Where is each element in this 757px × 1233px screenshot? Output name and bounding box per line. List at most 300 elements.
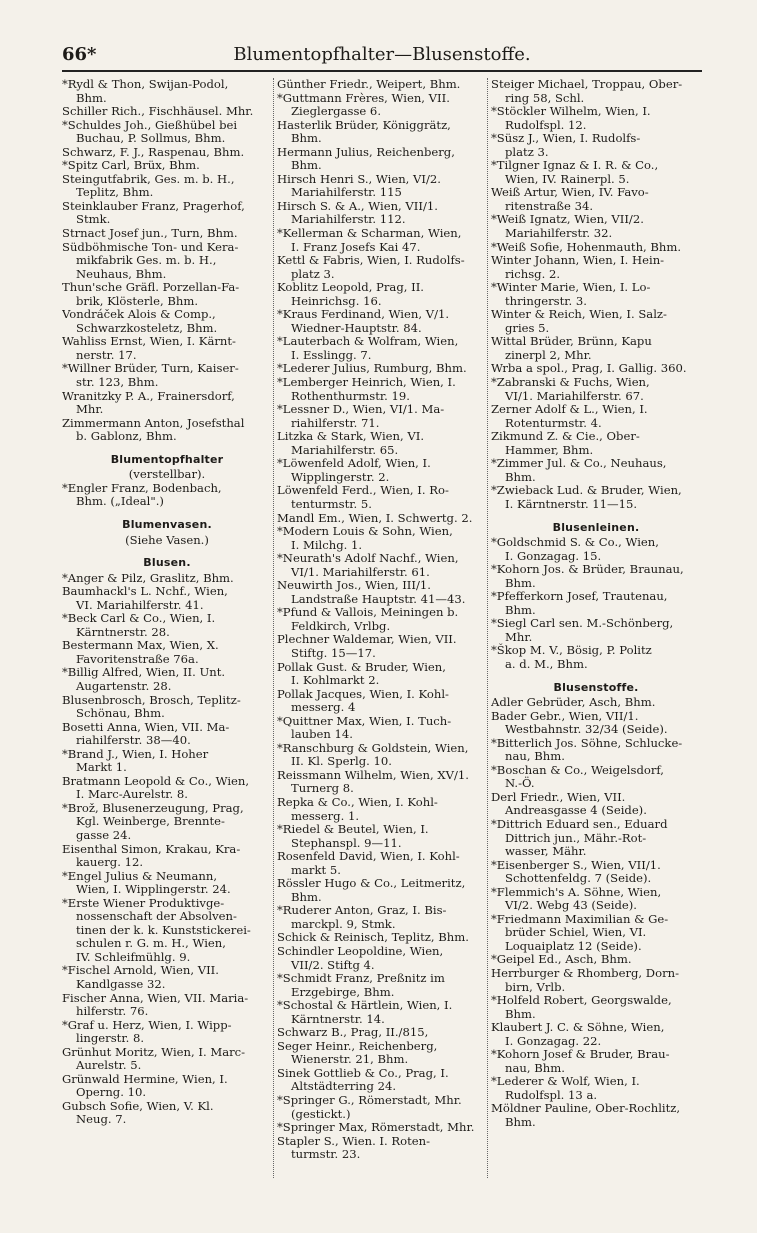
entry-line: Aurelstr. 5.: [76, 1058, 142, 1073]
entry-line: riahilferstr. 38—40.: [76, 733, 191, 748]
entry-name: *Brož, Blusenerzeugung, Prag,: [62, 800, 244, 815]
entry-name: *Beck Carl & Co., Wien, I.: [62, 611, 216, 626]
entry-line: IV. Schleifmühlg. 9.: [76, 949, 191, 964]
entry-name: Wittal Brüder, Brünn, Kapu: [491, 334, 652, 349]
entry-name: Baumhackl's L. Nchf., Wien,: [62, 584, 228, 599]
entry-name: *Schuldes Joh., Gießhübel bei: [62, 117, 238, 132]
entry-name: Herrburger & Rhomberg, Dorn-: [491, 966, 679, 980]
directory-entry: [277, 484, 483, 511]
entry-line: Rudolfspl. 12.: [505, 117, 587, 132]
directory-entry: [277, 281, 483, 308]
entry-name: *Flemmich's A. Söhne, Wien,: [491, 884, 662, 899]
entry-line: Kgl. Weinberge, Brennte-: [76, 814, 225, 829]
column-divider: [487, 78, 488, 1178]
directory-entry: [491, 696, 701, 710]
directory-entry: [277, 525, 483, 552]
entry-name: *Siegl Carl sen. M.-Schönberg,: [491, 616, 674, 631]
directory-entry: [491, 644, 701, 671]
directory-entry: [62, 1073, 272, 1100]
entry-line: Neug. 7.: [76, 1112, 127, 1127]
entry-name: *Kraus Ferdinand, Wien, V/1.: [277, 307, 450, 322]
entry-name: Wahliss Ernst, Wien, I. Kärnt-: [62, 334, 236, 349]
directory-entry: [491, 308, 701, 335]
directory-entry: [491, 913, 701, 954]
entry-name: Adler Gebrüder, Asch, Bhm.: [491, 695, 656, 710]
entry-line: lauben 14.: [291, 727, 353, 742]
entry-line: Bhm. („Ideal".): [76, 494, 164, 509]
entry-name: *Löwenfeld Adolf, Wien, I.: [277, 456, 431, 471]
directory-entry: [491, 484, 701, 511]
entry-name: *Ruderer Anton, Graz, I. Bis-: [277, 903, 447, 918]
entry-line: birn, Vrlb.: [505, 979, 566, 994]
entry-name: *Ranschburg & Goldstein, Wien,: [277, 740, 469, 755]
entry-name: Wranitzky P. A., Frainersdorf,: [62, 388, 235, 403]
entry-name: *Lauterbach & Wolfram, Wien,: [277, 334, 459, 349]
entry-line: Augartenstr. 28.: [76, 678, 172, 693]
entry-line: Bhm.: [505, 1006, 536, 1021]
entry-name: *Lemberger Heinrich, Wien, I.: [277, 375, 456, 390]
directory-entry: [277, 999, 483, 1026]
entry-line: Erzgebirge, Bhm.: [291, 984, 395, 999]
entry-line: Mariahilferstr. 32.: [505, 226, 613, 241]
entry-list: [62, 78, 272, 444]
entry-name: Blusenbrosch, Brosch, Teplitz-: [62, 692, 241, 707]
entry-name: Hirsch Henri S., Wien, VI/2.: [277, 171, 441, 186]
entry-line: I. Gonzagag. 22.: [505, 1033, 602, 1048]
entry-name: Hirsch S. & A., Wien, VII/1.: [277, 198, 438, 213]
directory-entry: [491, 818, 701, 859]
entry-name: Schwarz B., Prag, II./815,: [277, 1025, 429, 1040]
entry-name: Wrba a spol., Prag, I. Gallig. 360.: [491, 361, 687, 376]
entry-name: Rössler Hugo & Co., Leitmeritz,: [277, 876, 466, 891]
entry-line: I. Milchg. 1.: [291, 537, 363, 552]
entry-line: schulen r. G. m. H., Wien,: [76, 936, 226, 951]
entry-line: Mariahilferstr. 112.: [291, 212, 406, 227]
entry-line: VI/1. Mariahilferstr. 61.: [291, 564, 430, 579]
entry-name: *Škop M. V., Bösig, P. Politz: [491, 643, 652, 658]
entry-line: Bhm.: [505, 469, 536, 484]
entry-line: I. Gonzagag. 15.: [505, 548, 602, 563]
directory-entry: [491, 430, 701, 457]
directory-entry: [491, 159, 701, 186]
entry-line: ring 58, Schl.: [505, 90, 585, 105]
entry-name: Zikmund Z. & Cie., Ober-: [491, 429, 640, 444]
column-2: [277, 78, 483, 1162]
entry-line: I. Marc-Aurelstr. 8.: [76, 787, 188, 802]
entry-line: lingerstr. 8.: [76, 1031, 145, 1046]
entry-name: *Bitterlich Jos. Söhne, Schlucke-: [491, 735, 683, 750]
entry-line: II. Kl. Sperlg. 10.: [291, 754, 392, 769]
section-heading: Blusenstoffe.: [553, 680, 639, 694]
entry-name: *Anger & Pilz, Graslitz, Bhm.: [62, 570, 234, 585]
directory-entry: [277, 661, 483, 688]
directory-entry: [62, 362, 272, 389]
directory-entry: [277, 512, 483, 526]
entry-name: Möldner Pauline, Ober-Rochlitz,: [491, 1101, 681, 1116]
directory-entry: [62, 585, 272, 612]
entry-line: turmstr. 23.: [291, 1147, 361, 1162]
entry-line: Buchau, P. Sollmus, Bhm.: [76, 131, 226, 146]
entry-line: Bhm.: [291, 131, 322, 146]
entry-line: Schwarzkosteletz, Bhm.: [76, 320, 218, 335]
entry-line: Rudolfspl. 13 a.: [505, 1087, 598, 1102]
directory-entry: [62, 572, 272, 586]
directory-entry: [62, 119, 272, 146]
entry-line: Favoritenstraße 76a.: [76, 651, 199, 666]
entry-line: Wiedner-Hauptstr. 84.: [291, 320, 422, 335]
directory-entry: [277, 579, 483, 606]
directory-entry: [277, 904, 483, 931]
entry-line: Markt 1.: [76, 760, 127, 775]
directory-entry: [491, 362, 701, 376]
directory-entry: [277, 945, 483, 972]
entry-name: Kettl & Fabris, Wien, I. Rudolfs-: [277, 253, 465, 268]
entry-line: Stmk.: [76, 212, 111, 227]
entry-name: *Neurath's Adolf Nachf., Wien,: [277, 551, 459, 566]
entry-line: gries 5.: [505, 320, 550, 335]
section-heading: Blusen.: [143, 556, 191, 570]
entry-list: [491, 78, 701, 512]
entry-name: Schwarz, F. J., Raspenau, Bhm.: [62, 144, 245, 159]
directory-entry: [277, 715, 483, 742]
entry-line: Bhm.: [505, 1115, 536, 1130]
entry-name: Litzka & Stark, Wien, VI.: [277, 429, 425, 444]
entry-name: *Graf u. Herz, Wien, I. Wipp-: [62, 1017, 232, 1032]
entry-line: marckpl. 9, Stmk.: [291, 916, 396, 931]
directory-entry: [277, 173, 483, 200]
entry-name: Strnact Josef jun., Turn, Bhm.: [62, 226, 238, 241]
entry-line: Wien, IV. Rainerpl. 5.: [505, 171, 630, 186]
entry-name: *Pfund & Vallois, Meiningen b.: [277, 605, 459, 620]
directory-entry: [491, 859, 701, 886]
entry-line: I. Kohlmarkt 2.: [291, 673, 380, 688]
entry-line: Landstraße Hauptstr. 41—43.: [291, 591, 466, 606]
entry-name: Steingutfabrik, Ges. m. b. H.,: [62, 171, 235, 186]
directory-entry: [491, 994, 701, 1021]
entry-line: ritenstraße 34.: [505, 198, 594, 213]
entry-name: *Spitz Carl, Brüx, Bhm.: [62, 158, 200, 173]
directory-entry: [62, 694, 272, 721]
directory-entry: [491, 764, 701, 791]
directory-entry: [277, 1135, 483, 1162]
directory-entry: [62, 1046, 272, 1073]
directory-entry: [62, 173, 272, 200]
entry-name: *Rydl & Thon, Swijan-Podol,: [62, 78, 229, 91]
section-heading: Blusenleinen.: [552, 520, 640, 534]
entry-line: nossenschaft der Absolven-: [76, 909, 237, 924]
entry-name: Mandl Em., Wien, I. Schwertg. 2.: [277, 510, 473, 525]
directory-entry: [491, 376, 701, 403]
directory-entry: [277, 335, 483, 362]
entry-line: tenturmstr. 5.: [291, 496, 372, 511]
entry-line: messerg. 1.: [291, 808, 360, 823]
directory-entry: [491, 186, 701, 213]
entry-line: thringerstr. 3.: [505, 293, 587, 308]
entry-line: Mhr.: [76, 402, 104, 417]
entry-line: b. Gablonz, Bhm.: [76, 429, 177, 444]
entry-line: Stiftg. 15—17.: [291, 645, 376, 660]
directory-entry: [277, 403, 483, 430]
entry-name: *Lessner D., Wien, VI/1. Ma-: [277, 402, 445, 417]
directory-entry: [277, 308, 483, 335]
page-number: 66*: [62, 44, 97, 65]
directory-entry: [277, 376, 483, 403]
directory-entry: [277, 769, 483, 796]
entry-line: Altstädterring 24.: [291, 1079, 397, 1094]
entry-name: *Modern Louis & Sohn, Wien,: [277, 524, 453, 539]
entry-name: Bestermann Max, Wien, X.: [62, 638, 219, 653]
entry-line: Rothenthurmstr. 19.: [291, 388, 410, 403]
entry-line: Teplitz, Bhm.: [76, 185, 154, 200]
entry-line: Zieglergasse 6.: [291, 104, 381, 119]
directory-entry: [277, 1094, 483, 1121]
entry-line: nau, Bhm.: [505, 1060, 565, 1075]
column-3: [491, 78, 701, 1130]
entry-line: mikfabrik Ges. m. b. H.,: [76, 253, 217, 268]
directory-entry: [277, 742, 483, 769]
entry-line: Kärntnerstr. 14.: [291, 1011, 385, 1026]
entry-line: VI/1. Mariahilferstr. 67.: [505, 388, 644, 403]
entry-line: nau, Bhm.: [505, 749, 565, 764]
directory-entry: [277, 633, 483, 660]
entry-name: Vondráček Alois & Comp.,: [62, 307, 216, 322]
entry-line: (gestickt.): [291, 1106, 351, 1121]
entry-name: *Springer Max, Römerstadt, Mhr.: [277, 1120, 475, 1135]
entry-name: Reissmann Wilhelm, Wien, XV/1.: [277, 767, 469, 782]
directory-entry: [62, 612, 272, 639]
entry-name: *Engler Franz, Bodenbach,: [62, 480, 222, 495]
directory-entry: [491, 536, 701, 563]
directory-entry: [491, 710, 701, 737]
directory-entry: [62, 78, 272, 105]
entry-list: [62, 572, 272, 1127]
entry-line: Mariahilferstr. 65.: [291, 442, 399, 457]
directory-entry: [62, 748, 272, 775]
entry-line: Bhm.: [291, 158, 322, 173]
directory-entry: [277, 606, 483, 633]
entry-line: brüder Schiel, Wien, VI.: [505, 925, 647, 940]
entry-line: Wien, I. Wipplingerstr. 24.: [76, 882, 231, 897]
directory-entry: [62, 281, 272, 308]
directory-entry: [62, 775, 272, 802]
section-subheading: (verstellbar).: [128, 467, 206, 482]
entry-name: Schiller Rich., Fischhäusel. Mhr.: [62, 104, 254, 119]
entry-line: Schönau, Bhm.: [76, 706, 165, 721]
directory-entry: [277, 972, 483, 999]
directory-entry: [491, 967, 701, 994]
entry-line: I. Kärntnerstr. 11—15.: [505, 496, 638, 511]
entry-name: *Weiß Ignatz, Wien, VII/2.: [491, 212, 644, 227]
directory-entry: [491, 1075, 701, 1102]
directory-entry: [491, 78, 701, 105]
entry-line: Loquaiplatz 12 (Seide).: [505, 938, 642, 953]
entry-name: Gubsch Sofie, Wien, V. Kl.: [62, 1098, 214, 1113]
entry-name: *Kohorn Josef & Bruder, Brau-: [491, 1047, 670, 1062]
directory-entry: [62, 870, 272, 897]
entry-name: *Süsz J., Wien, I. Rudolfs-: [491, 131, 641, 146]
entry-name: *Zimmer Jul. & Co., Neuhaus,: [491, 456, 667, 471]
entry-name: *Riedel & Beutel, Wien, I.: [277, 822, 429, 837]
entry-line: brik, Klösterle, Bhm.: [76, 293, 199, 308]
entry-name: *Billig Alfred, Wien, II. Unt.: [62, 665, 226, 680]
directory-entry: [277, 92, 483, 119]
entry-line: Mhr.: [505, 629, 533, 644]
directory-entry: [491, 254, 701, 281]
entry-name: Stapler S., Wien. I. Roten-: [277, 1133, 430, 1148]
directory-entry: [277, 1026, 483, 1040]
entry-name: *Schmidt Franz, Preßnitz im: [277, 971, 445, 986]
entry-line: Neuhaus, Bhm.: [76, 266, 167, 281]
directory-entry: [277, 850, 483, 877]
entry-name: Plechner Waldemar, Wien, VII.: [277, 632, 457, 647]
directory-entry: [491, 1021, 701, 1048]
entry-line: hilferstr. 76.: [76, 1004, 149, 1019]
entry-name: *Quittner Max, Wien, I. Tuch-: [277, 713, 452, 728]
entry-line: Westbahnstr. 32/34 (Seide).: [505, 722, 668, 737]
entry-name: *Holfeld Robert, Georgswalde,: [491, 993, 672, 1008]
entry-name: Grünwald Hermine, Wien, I.: [62, 1071, 228, 1086]
directory-entry: [277, 688, 483, 715]
section-heading: Blumentopfhalter: [110, 452, 224, 466]
directory-entry: [62, 105, 272, 119]
entry-name: Löwenfeld Ferd., Wien, I. Ro-: [277, 483, 449, 498]
directory-entry: [62, 482, 272, 509]
entry-name: Seger Heinr., Reichenberg,: [277, 1038, 438, 1053]
directory-entry: [277, 430, 483, 457]
entry-name: *Fischel Arnold, Wien, VII.: [62, 963, 219, 978]
entry-list: [62, 482, 272, 509]
entry-line: Wienerstr. 21, Bhm.: [291, 1052, 409, 1067]
entry-line: zinerpl 2, Mhr.: [505, 347, 592, 362]
entry-name: *Engel Julius & Neumann,: [62, 868, 218, 883]
entry-name: Pollak Gust. & Bruder, Wien,: [277, 659, 446, 674]
entry-line: a. d. M., Bhm.: [505, 656, 588, 671]
directory-entry: [277, 877, 483, 904]
entry-line: messerg. 4: [291, 700, 356, 715]
header-rule: [62, 70, 702, 72]
column-divider: [273, 78, 274, 1178]
directory-entry: [62, 227, 272, 241]
entry-name: Sinek Gottlieb & Co., Prag, I.: [277, 1065, 449, 1080]
entry-line: Stephanspl. 9—11.: [291, 835, 402, 850]
entry-list: [491, 536, 701, 671]
directory-entry: [491, 563, 701, 590]
directory-entry: [277, 1040, 483, 1067]
entry-name: *Stöckler Wilhelm, Wien, I.: [491, 104, 651, 119]
entry-name: Südböhmische Ton- und Kera-: [62, 239, 239, 254]
entry-name: Pollak Jacques, Wien, I. Kohl-: [277, 686, 449, 701]
entry-name: *Lederer Julius, Rumburg, Bhm.: [277, 361, 467, 376]
directory-entry: [62, 897, 272, 965]
entry-name: *Kellerman & Scharman, Wien,: [277, 226, 462, 241]
directory-entry: [62, 417, 272, 444]
entry-name: *Brand J., Wien, I. Hoher: [62, 746, 209, 761]
entry-name: Rosenfeld David, Wien, I. Kohl-: [277, 849, 460, 864]
directory-entry: [491, 281, 701, 308]
entry-line: Bhm.: [291, 889, 322, 904]
entry-line: VII/2. Stiftg 4.: [291, 957, 375, 972]
entry-line: I. Franz Josefs Kai 47.: [291, 239, 421, 254]
directory-entry: [277, 254, 483, 281]
page-title: Blumentopfhalter—Blusenstoffe.: [233, 44, 531, 65]
entry-name: Günther Friedr., Weipert, Bhm.: [277, 78, 461, 91]
entry-line: wasser, Mähr.: [505, 844, 587, 859]
entry-name: Schick & Reinisch, Teplitz, Bhm.: [277, 930, 469, 945]
entry-name: *Friedmann Maximilian & Ge-: [491, 911, 669, 926]
entry-line: gasse 24.: [76, 827, 132, 842]
directory-entry: [491, 737, 701, 764]
section-subheading: (Siehe Vasen.): [125, 532, 209, 547]
entry-line: Heinrichsg. 16.: [291, 293, 382, 308]
directory-entry: [62, 335, 272, 362]
entry-line: platz 3.: [291, 266, 335, 281]
entry-line: Kärntnerstr. 28.: [76, 624, 170, 639]
entry-name: *Geipel Ed., Asch, Bhm.: [491, 952, 632, 967]
directory-entry: [277, 552, 483, 579]
entry-line: Rotenturmstr. 4.: [505, 415, 602, 430]
entry-name: *Springer G., Römerstadt, Mhr.: [277, 1093, 462, 1108]
column-1: [62, 78, 272, 1127]
entry-name: Koblitz Leopold, Prag, II.: [277, 280, 424, 295]
directory-entry: [62, 666, 272, 693]
directory-entry: [491, 403, 701, 430]
directory-entry: [491, 590, 701, 617]
entry-name: *Weiß Sofie, Hohenmauth, Bhm.: [491, 239, 682, 254]
directory-entry: [277, 200, 483, 227]
directory-entry: [491, 1102, 701, 1129]
entry-name: *Eisenberger S., Wien, VII/1.: [491, 857, 661, 872]
directory-entry: [62, 1100, 272, 1127]
directory-entry: [62, 308, 272, 335]
entry-line: Turnerg 8.: [291, 781, 354, 796]
directory-entry: [277, 119, 483, 146]
directory-entry: [491, 132, 701, 159]
entry-line: Bhm.: [505, 602, 536, 617]
directory-entry: [277, 227, 483, 254]
directory-entry: [62, 802, 272, 843]
entry-name: *Pfefferkorn Josef, Trautenau,: [491, 589, 668, 604]
entry-name: *Zwieback Lud. & Bruder, Wien,: [491, 483, 682, 498]
directory-entry: [62, 964, 272, 991]
directory-entry: [491, 1048, 701, 1075]
entry-name: Weiß Artur, Wien, IV. Favo-: [491, 185, 649, 200]
directory-entry: [491, 457, 701, 484]
entry-line: Schottenfeldg. 7 (Seide).: [505, 871, 652, 886]
directory-entry: [62, 843, 272, 870]
entry-name: Bosetti Anna, Wien, VII. Ma-: [62, 719, 230, 734]
entry-line: Bhm.: [505, 575, 536, 590]
entry-name: Thun'sche Gräfl. Porzellan-Fa-: [62, 280, 240, 295]
entry-name: Neuwirth Jos., Wien, III/1.: [277, 578, 431, 593]
entry-name: Derl Friedr., Wien, VII.: [491, 789, 626, 804]
directory-entry: [62, 241, 272, 282]
entry-name: Hermann Julius, Reichenberg,: [277, 144, 455, 159]
directory-entry: [62, 1019, 272, 1046]
entry-line: kauerg. 12.: [76, 855, 144, 870]
entry-name: Bader Gebr., Wien, VII/1.: [491, 708, 639, 723]
entry-name: Zerner Adolf & L., Wien, I.: [491, 402, 648, 417]
entry-name: *Willner Brüder, Turn, Kaiser-: [62, 361, 239, 376]
entry-line: Dittrich jun., Mähr.-Rot-: [505, 830, 647, 845]
directory-entry: [277, 362, 483, 376]
entry-name: Grünhut Moritz, Wien, I. Marc-: [62, 1044, 246, 1059]
entry-name: *Boschan & Co., Weigelsdorf,: [491, 762, 664, 777]
entry-name: *Zabranski & Fuchs, Wien,: [491, 375, 650, 390]
entry-name: Repka & Co., Wien, I. Kohl-: [277, 794, 438, 809]
entry-name: *Kohorn Jos. & Brüder, Braunau,: [491, 562, 684, 577]
entry-line: Feldkirch, Vrlbg.: [291, 618, 391, 633]
entry-name: Bratmann Leopold & Co., Wien,: [62, 773, 250, 788]
